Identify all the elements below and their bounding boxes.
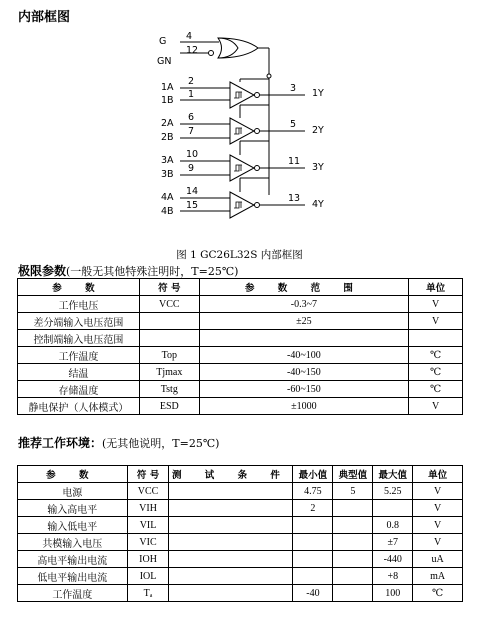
table-cell bbox=[199, 330, 408, 347]
table-row bbox=[18, 534, 463, 551]
table-cell: V bbox=[413, 517, 463, 534]
table-row bbox=[18, 313, 463, 330]
table-row bbox=[18, 500, 463, 517]
table-cell: 电源 bbox=[18, 483, 128, 500]
table-cell: V bbox=[409, 313, 463, 330]
table-cell bbox=[333, 534, 373, 551]
table-cell bbox=[169, 585, 293, 602]
table-cell: mA bbox=[413, 568, 463, 585]
pin-label: 15 bbox=[186, 200, 199, 211]
table-cell: Top bbox=[139, 347, 199, 364]
input-label: 3A bbox=[161, 155, 174, 166]
table-cell: VIC bbox=[127, 534, 169, 551]
pin-label: 2 bbox=[188, 76, 195, 87]
table-header-row bbox=[18, 466, 463, 483]
table-cell bbox=[169, 483, 293, 500]
table-row bbox=[18, 568, 463, 585]
column-header: 参 数 bbox=[18, 466, 128, 483]
input-label: 1A bbox=[161, 82, 174, 93]
table-row bbox=[18, 347, 463, 364]
table-cell bbox=[169, 534, 293, 551]
pin-label: 13 bbox=[288, 193, 301, 204]
table-cell: 5 bbox=[333, 483, 373, 500]
table-cell: -440 bbox=[373, 551, 413, 568]
pin-label: 11 bbox=[288, 156, 301, 167]
table-cell: VCC bbox=[139, 296, 199, 313]
table-cell bbox=[169, 568, 293, 585]
table-cell bbox=[333, 585, 373, 602]
table-cell: 低电平输出电流 bbox=[18, 568, 128, 585]
output-label: 4Y bbox=[312, 199, 324, 210]
block-diagram bbox=[0, 0, 479, 245]
input-label: 4A bbox=[161, 192, 174, 203]
table-row bbox=[18, 585, 463, 602]
column-header: 典型值 bbox=[333, 466, 373, 483]
input-label-g: G bbox=[159, 36, 167, 47]
output-label: 2Y bbox=[312, 125, 324, 136]
block-diagram-title: 内部框图 bbox=[18, 10, 71, 25]
table-row bbox=[18, 551, 463, 568]
receiver-1 bbox=[180, 82, 305, 108]
table-cell bbox=[139, 313, 199, 330]
table-cell: Tₐ bbox=[127, 585, 169, 602]
column-header: 单位 bbox=[413, 466, 463, 483]
table-cell bbox=[169, 517, 293, 534]
column-header: 参 数 bbox=[18, 279, 140, 296]
table-cell: -60~150 bbox=[199, 381, 408, 398]
limits-heading bbox=[18, 262, 238, 279]
input-label: 2A bbox=[161, 118, 174, 129]
pin-label: 9 bbox=[188, 163, 195, 174]
output-label: 1Y bbox=[312, 88, 324, 99]
table-cell bbox=[333, 551, 373, 568]
receiver-4 bbox=[180, 192, 305, 218]
input-label: 2B bbox=[161, 132, 174, 143]
table-row bbox=[18, 398, 463, 415]
table-row bbox=[18, 296, 463, 313]
table-cell bbox=[293, 568, 333, 585]
table-cell: 工作电压 bbox=[18, 296, 140, 313]
table-cell: -40~100 bbox=[199, 347, 408, 364]
recommended-heading bbox=[18, 434, 219, 451]
table-cell bbox=[169, 551, 293, 568]
table-cell: VIH bbox=[127, 500, 169, 517]
table-cell: 控制端输入电压范围 bbox=[18, 330, 140, 347]
pin-label: 5 bbox=[290, 119, 297, 130]
table-cell: -40 bbox=[293, 585, 333, 602]
table-cell: ±1000 bbox=[199, 398, 408, 415]
table-cell: V bbox=[409, 398, 463, 415]
table-cell bbox=[333, 517, 373, 534]
limits-table bbox=[17, 278, 463, 415]
table-cell bbox=[293, 517, 333, 534]
table-cell: 输入高电平 bbox=[18, 500, 128, 517]
table-cell: 工作温度 bbox=[18, 347, 140, 364]
table-row bbox=[18, 483, 463, 500]
table-cell bbox=[409, 330, 463, 347]
table-cell bbox=[333, 568, 373, 585]
output-label: 3Y bbox=[312, 162, 324, 173]
table-cell bbox=[333, 500, 373, 517]
table-cell: IOH bbox=[127, 551, 169, 568]
table-cell: 100 bbox=[373, 585, 413, 602]
table-cell: 2 bbox=[293, 500, 333, 517]
table-cell: 静电保护（人体模式） bbox=[18, 398, 140, 415]
or-gate-body bbox=[218, 38, 238, 58]
pin-label: 4 bbox=[186, 31, 193, 42]
pin-label: 3 bbox=[290, 83, 297, 94]
table-cell: V bbox=[409, 296, 463, 313]
table-cell: Tstg bbox=[139, 381, 199, 398]
table-cell: ℃ bbox=[409, 364, 463, 381]
table-cell: 高电平输出电流 bbox=[18, 551, 128, 568]
table-cell bbox=[139, 330, 199, 347]
table-cell: VCC bbox=[127, 483, 169, 500]
table-cell: ℃ bbox=[413, 585, 463, 602]
table-cell bbox=[169, 500, 293, 517]
pin-label: 6 bbox=[188, 112, 195, 123]
column-header: 参 数 范 围 bbox=[199, 279, 408, 296]
input-label: 4B bbox=[161, 206, 174, 217]
table-cell: -0.3~7 bbox=[199, 296, 408, 313]
recommended-note: (无其他说明，T=25℃) bbox=[102, 437, 220, 450]
table-cell: uA bbox=[413, 551, 463, 568]
recommended-title: 推荐工作环境： bbox=[18, 436, 103, 450]
table-cell: +8 bbox=[373, 568, 413, 585]
table-cell: ESD bbox=[139, 398, 199, 415]
table-row bbox=[18, 330, 463, 347]
input-label-gn: GN bbox=[157, 56, 172, 67]
table-cell: ℃ bbox=[409, 347, 463, 364]
table-cell: 5.25 bbox=[373, 483, 413, 500]
pin-label: 12 bbox=[186, 45, 199, 56]
table-cell: Tjmax bbox=[139, 364, 199, 381]
column-header: 符 号 bbox=[139, 279, 199, 296]
table-cell: 工作温度 bbox=[18, 585, 128, 602]
table-cell: 差分端输入电压范围 bbox=[18, 313, 140, 330]
table-cell: ℃ bbox=[409, 381, 463, 398]
column-header: 最小值 bbox=[293, 466, 333, 483]
receiver-3 bbox=[180, 155, 305, 181]
recommended-table bbox=[17, 465, 463, 602]
column-header: 最大值 bbox=[373, 466, 413, 483]
pin-label: 10 bbox=[186, 149, 199, 160]
column-header: 单位 bbox=[409, 279, 463, 296]
table-cell: 0.8 bbox=[373, 517, 413, 534]
table-cell: -40~150 bbox=[199, 364, 408, 381]
table-cell: V bbox=[413, 500, 463, 517]
table-cell: 共模输入电压 bbox=[18, 534, 128, 551]
input-label: 3B bbox=[161, 169, 174, 180]
pin-label: 1 bbox=[188, 89, 195, 100]
table-cell: 结温 bbox=[18, 364, 140, 381]
table-cell: 输入低电平 bbox=[18, 517, 128, 534]
table-cell bbox=[293, 551, 333, 568]
table-cell: V bbox=[413, 483, 463, 500]
column-header: 符 号 bbox=[127, 466, 169, 483]
input-label: 1B bbox=[161, 95, 174, 106]
table-row bbox=[18, 517, 463, 534]
figure-caption: 图 1 GC26L32S 内部框图 bbox=[176, 249, 303, 261]
pin-label: 7 bbox=[188, 126, 195, 137]
table-header-row bbox=[18, 279, 463, 296]
table-cell: ±7 bbox=[373, 534, 413, 551]
table-cell: 存储温度 bbox=[18, 381, 140, 398]
table-row bbox=[18, 381, 463, 398]
table-cell: V bbox=[413, 534, 463, 551]
pin-label: 14 bbox=[186, 186, 199, 197]
table-cell bbox=[373, 500, 413, 517]
table-cell: 4.75 bbox=[293, 483, 333, 500]
limits-note: (一般无其他特殊注明时，T=25℃) bbox=[66, 265, 239, 278]
column-header: 测 试 条 件 bbox=[169, 466, 293, 483]
table-cell: ±25 bbox=[199, 313, 408, 330]
table-cell: IOL bbox=[127, 568, 169, 585]
or-gate-gn-bubble bbox=[209, 51, 214, 56]
table-cell bbox=[293, 534, 333, 551]
limits-title: 极限参数 bbox=[18, 264, 67, 278]
table-cell: VIL bbox=[127, 517, 169, 534]
table-row bbox=[18, 364, 463, 381]
receiver-2 bbox=[180, 118, 305, 144]
